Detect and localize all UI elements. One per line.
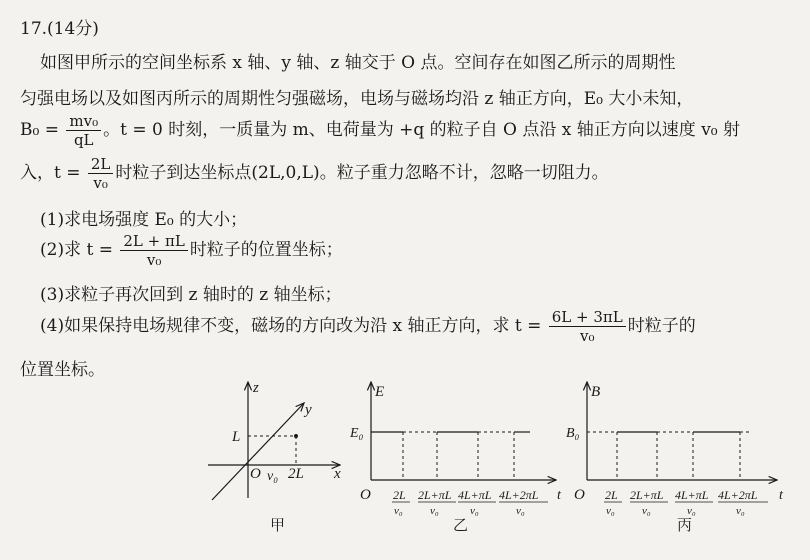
yi-tick-den-1: v₀ [394,505,403,517]
yi-tick-num-4: 4L+2πL [499,488,539,502]
q2-numerator: 2L + πL [120,232,187,251]
bing-tick-den-2: v₀ [642,505,651,517]
question-3: (3)求粒子再次回到 z 轴时的 z 轴坐标； [40,285,342,305]
yi-tick-labels [392,488,548,517]
bing-tick-den-4: v₀ [736,505,745,517]
question-4-line2: 位置坐标。 [20,360,105,380]
yi-label-t: t [557,488,561,503]
bing-tick-num-2: 2L+πL [630,488,664,502]
b0-prefix: B₀ = [20,120,59,140]
t1-prefix: 入，t = [20,163,81,183]
para1-line1: 如图甲所示的空间坐标系 x 轴、y 轴、z 轴交于 O 点。空间存在如图乙所示的周期性 [40,53,676,73]
q4-denominator: v₀ [580,327,595,345]
problem-number: 17. [20,19,48,39]
yi-tick-num-1: 2L [393,488,406,502]
yi-tick-den-2: v₀ [430,505,439,517]
q4-rest: 时粒子的 [627,316,696,336]
jia-label-z: z [253,380,259,396]
bing-label-O: O [574,487,585,503]
bing-label-B: B [591,384,601,400]
jia-label-O: O [250,466,261,482]
bing-tick-num-1: 2L [605,488,618,502]
t1-numerator: 2L [88,155,114,174]
q2-denominator: v₀ [146,251,162,269]
bing-tick-den-3: v₀ [687,505,696,517]
para1-line4-rest: 时粒子到达坐标点(2L,0,L)。粒子重力忽略不计，忽略一切阻力。 [115,163,609,183]
q4-prefix: (4)如果保持电场规律不变，磁场的方向改为沿 x 轴正方向，求 t = [40,316,542,336]
bing-tick-num-4: 4L+2πL [718,488,758,502]
q4-numerator: 6L + 3πL [549,308,626,327]
q2-prefix: (2)求 t = [40,240,113,260]
bing-tick-labels [604,488,768,517]
yi-label-E0: E₀ [350,426,364,441]
yi-label-O: O [360,487,371,503]
para1-line3-rest: 。t = 0 时刻，一质量为 m、电荷量为 +q 的粒子自 O 点沿 x 轴正方向以速度 v₀ 射 [103,120,741,140]
figure-bing [566,382,784,534]
para1-line2: 匀强电场以及如图丙所示的周期性匀强磁场，电场与磁场均沿 z 轴正方向，E₀ 大小未知， [20,89,694,109]
jia-label-x: x [334,466,341,482]
jia-label-y: y [305,402,312,418]
caption-yi: 乙 [453,518,469,534]
bing-label-B0: B₀ [566,426,580,441]
caption-bing: 丙 [677,518,693,534]
jia-y-axis [212,403,304,500]
yi-tick-den-3: v₀ [470,505,479,517]
jia-label-L: L [232,429,241,445]
yi-tick-den-4: v₀ [516,505,525,517]
t1-denominator: v₀ [93,174,108,192]
jia-label-v0: v₀ [267,469,279,484]
bing-tick-den-1: v₀ [606,505,615,517]
figure-jia [208,380,341,534]
yi-tick-num-3: 4L+πL [458,488,492,502]
question-1: (1)求电场强度 E₀ 的大小； [40,210,248,230]
yi-tick-num-2: 2L+πL [418,488,452,502]
b0-numerator: mv₀ [66,112,101,131]
q2-rest: 时粒子的位置坐标； [189,240,343,260]
bing-label-t: t [779,488,783,503]
problem-points: (14分) [47,19,99,39]
figure-yi [349,382,562,534]
jia-point [294,434,298,438]
bing-tick-num-3: 4L+πL [675,488,709,502]
yi-label-E: E [375,384,385,400]
jia-label-2L: 2L [288,466,304,482]
caption-jia: 甲 [270,518,286,534]
b0-denominator: qL [73,131,94,149]
